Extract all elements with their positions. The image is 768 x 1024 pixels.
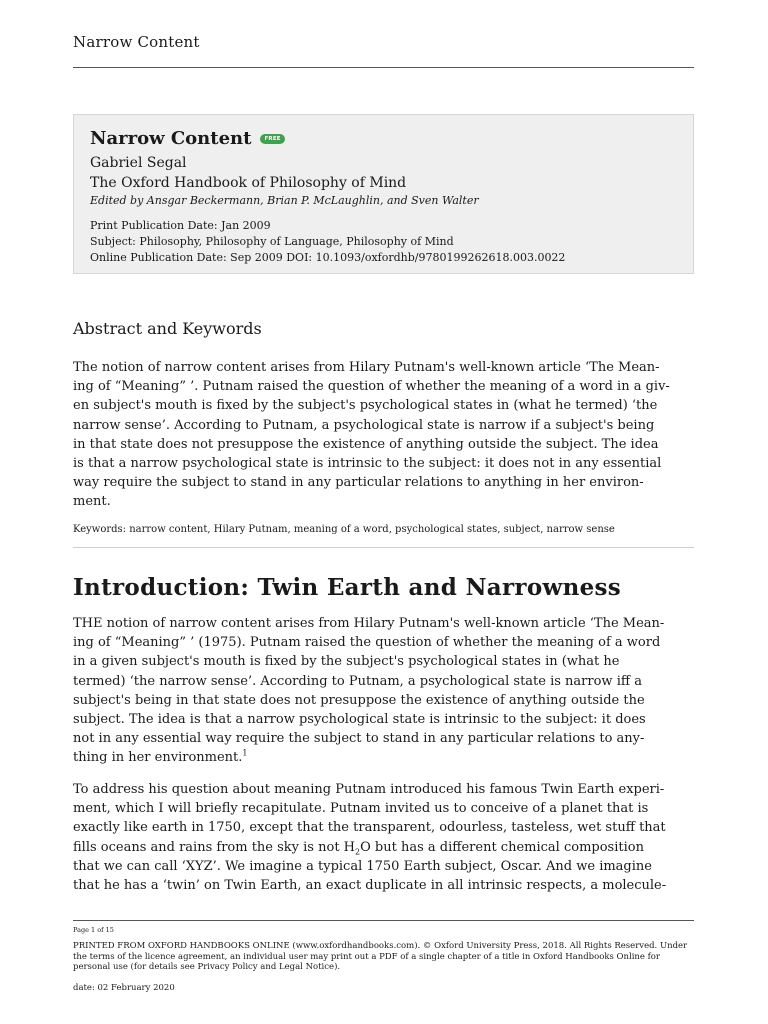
abstract-divider [73,547,694,548]
intro-paragraph-2 [73,780,694,895]
copyright-notice: PRINTED FROM OXFORD HANDBOOKS ONLINE (www.oxfordhandbooks.com). © Oxford University Press, 2018. All Rights Reserved. Under the terms of the licence agreement, an individual user may print out a PDF of a single chapter of a title in Oxford Handbooks Online for personal use (for details see Privacy Policy and Legal Notice). [73,941,688,973]
text-line: To address his question about meaning Putnam introduced his famous Twin Earth experi‐ [73,782,665,797]
intro-paragraph-1 [73,614,694,768]
online-publication-doi: Online Publication Date: Sep 2009 DOI: 10.1093/oxfordhb/9780199262618.003.0022 [90,251,566,264]
text-line: that we can call ‘XYZ’. We imagine a typical 1750 Earth subject, Oscar. And we imagine [73,858,652,874]
keywords: Keywords: narrow content, Hilary Putnam, meaning of a word, psychological states, subject, narrow sense [73,524,615,535]
abstract-line: narrow sense’. According to Putnam, a psychological state is narrow if a subject's being [73,417,655,433]
text-line: in a given subject's mouth is fixed by the subject's psychological states in (what he [73,654,620,670]
chapter-title [90,127,677,151]
subject-line: Subject: Philosophy, Philosophy of Language, Philosophy of Mind [90,235,454,248]
text-line: thing in her environment. [73,750,243,766]
citation-box [73,114,694,274]
text-line: fills oceans and rains from the sky is not H [73,839,356,855]
text-line: not in any essential way require the subject to stand in any particular relations to any‐ [73,731,645,747]
text-line: ing of “Meaning” ’ (1975). Putnam raised the question of whether the meaning of a word [73,635,661,651]
editors: Edited by Ansgar Beckermann, Brian P. McLaughlin, and Sven Walter [90,194,479,207]
chapter-title-text: Narrow Content [90,128,252,149]
abstract-text [73,358,694,512]
abstract-line: The notion of narrow content arises from Hilary Putnam's well-known article ‘The Mean‐ [73,360,660,375]
page-number: Page 1 of 15 [73,926,114,934]
abstract-line: way require the subject to stand in any particular relations to anything in her environ‐ [73,475,644,491]
print-publication-date: Print Publication Date: Jan 2009 [90,219,271,232]
abstract-line: ing of “Meaning” ’. Putnam raised the question of whether the meaning of a word in a giv‐ [73,379,670,395]
running-head: Narrow Content [73,33,200,51]
author-link[interactable]: Gabriel Segal [90,155,187,171]
text-line: O but has a different chemical composition [360,839,644,855]
free-badge: FREE [260,134,284,144]
abstract-line: is that a narrow psychological state is intrinsic to the subject: it does not in any essential [73,456,662,472]
text-line: subject's being in that state does not presuppose the existence of anything outside the [73,692,645,708]
abstract-line: in that state does not presuppose the existence of anything outside the subject. The idea [73,436,659,452]
text-line: THE notion of narrow content arises from Hilary Putnam's well-known article ‘The Mean‐ [73,616,665,631]
abstract-line: en subject's mouth is fixed by the subject's psychological states in (what he termed) ‘the [73,398,658,414]
abstract-heading: Abstract and Keywords [73,319,262,338]
print-date: date: 02 February 2020 [73,983,175,993]
footnote-link[interactable]: 1 [242,749,248,759]
text-line: subject. The idea is that a narrow psychological state is intrinsic to the subject: it does [73,712,646,728]
header-rule [73,67,694,68]
publication-facts [90,218,677,266]
book-title[interactable]: The Oxford Handbook of Philosophy of Mind [90,175,407,191]
subscript: 2 [355,847,361,857]
abstract-line: ment. [73,494,111,510]
text-line: ment, which I will briefly recapitulate. Putnam invited us to conceive of a planet that is [73,801,649,817]
footer-rule [73,920,694,921]
text-line: exactly like earth in 1750, except that the transparent, odourless, tasteless, wet stuff that [73,820,666,836]
text-line: that he has a ‘twin’ on Twin Earth, an exact duplicate in all intrinsic respects, a molecule‐ [73,878,667,894]
section-heading: Introduction: Twin Earth and Narrowness [73,574,622,601]
text-line: termed) ‘the narrow sense’. According to Putnam, a psychological state is narrow iff a [73,673,642,689]
